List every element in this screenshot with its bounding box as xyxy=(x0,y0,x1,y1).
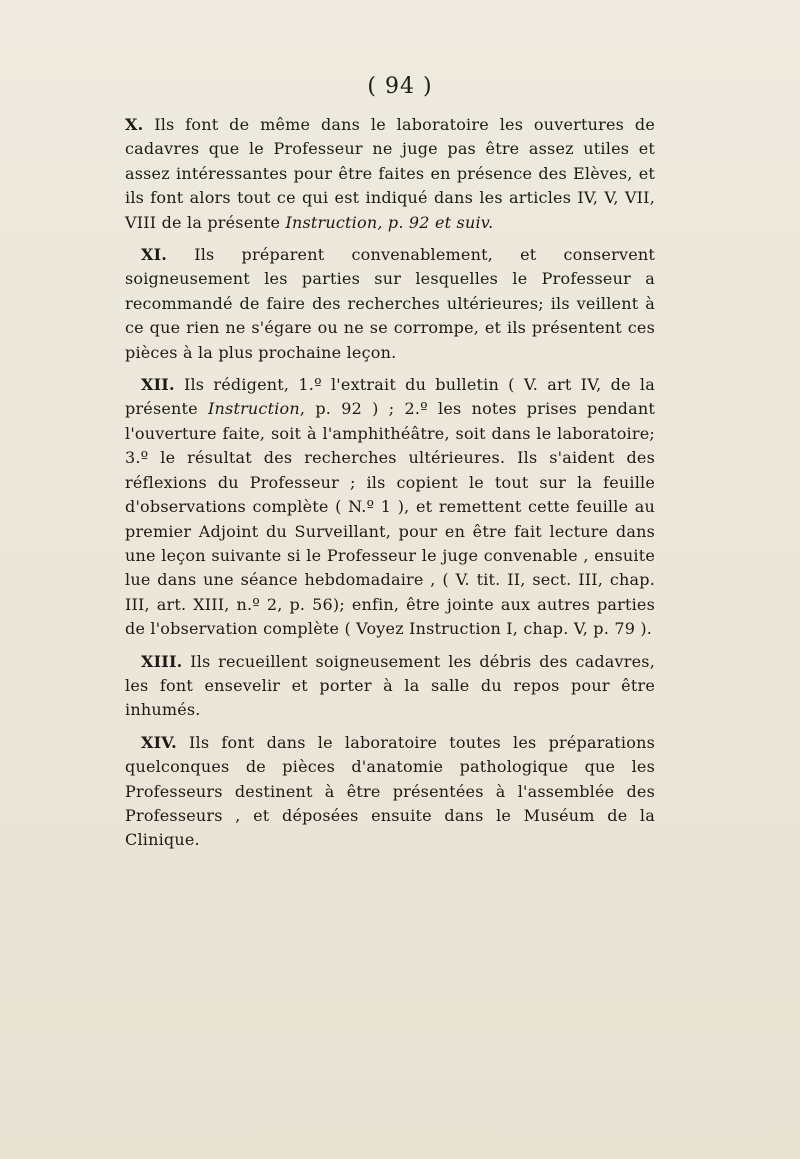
paragraph-italic: Instruction xyxy=(208,399,300,419)
paragraph-number: XIV. xyxy=(141,732,177,752)
paragraph-text: Ils font de même dans le laboratoire les ouvertures de cadavres que le Professeur ne juge pas être assez utiles et assez intéressantes pour être faites en présence des Elèves, et ils font alors tout ce qui est indiqué dans les articles IV, V, VII, VIII de la présente xyxy=(125,115,655,232)
paragraph-xi xyxy=(125,243,655,365)
text-body xyxy=(125,113,655,861)
paragraph-number: XIII. xyxy=(141,651,183,671)
paragraph-text-tail: , p. 92 ) ; 2.º les notes prises pendant l'ouverture faite, soit à l'amphithéâtre, soit dans le laboratoire; 3.º le résultat des recherches ultérieures. Ils s'aident des réflexions du Professeur ; ils copient le tout sur la feuille d'observations complète ( N.º 1 ), et remettent cette feuille au premier Adjoint du Surveillant, pour en être fait lecture dans une leçon suivante si le Professeur le juge convenable , ensuite lue dans une séance hebdomadaire , ( V. tit. II, sect. III, chap. III, art. XIII, n.º 2, p. 56); enfin, être jointe aux autres parties de l'observation complète ( Voyez Instruction I, chap. V, p. 79 ). xyxy=(125,399,655,639)
paragraph-xiv xyxy=(125,731,655,853)
paragraph-italic: Instruction, p. 92 et suiv. xyxy=(285,212,494,232)
paragraph-text: Ils recueillent soigneusement les débris des cadavres, les font ensevelir et porter à la salle du repos pour être inhumés. xyxy=(125,651,655,720)
paragraph-text: Ils rédigent, 1.º l'extrait du bulletin ( V. art IV, de la présente xyxy=(125,375,655,419)
paragraph-xii xyxy=(125,373,655,641)
paragraph-number: X. xyxy=(125,115,144,134)
paragraph-x xyxy=(125,113,655,235)
paragraph-xiii xyxy=(125,650,655,723)
paragraph-number: XI. xyxy=(141,245,168,265)
page-number: ( 94 ) xyxy=(367,74,433,99)
paragraph-text: Ils préparent convenablement, et conservent soigneusement les parties sur lesquelles le Professeur a recommandé de faire des recherches ultérieures; ils veillent à ce que rien ne s'égare ou ne se corrompe, et ils présentent ces pièces à la plus prochaine leçon. xyxy=(125,245,655,362)
paragraph-number: XII. xyxy=(141,375,175,395)
paragraph-text: Ils font dans le laboratoire toutes les préparations quelconques de pièces d'anatomie pathologique que les Professeurs destinent à être présentées à l'assemblée des Professeurs , et déposées ensuite dans le Muséum de la Clinique. xyxy=(125,732,655,850)
